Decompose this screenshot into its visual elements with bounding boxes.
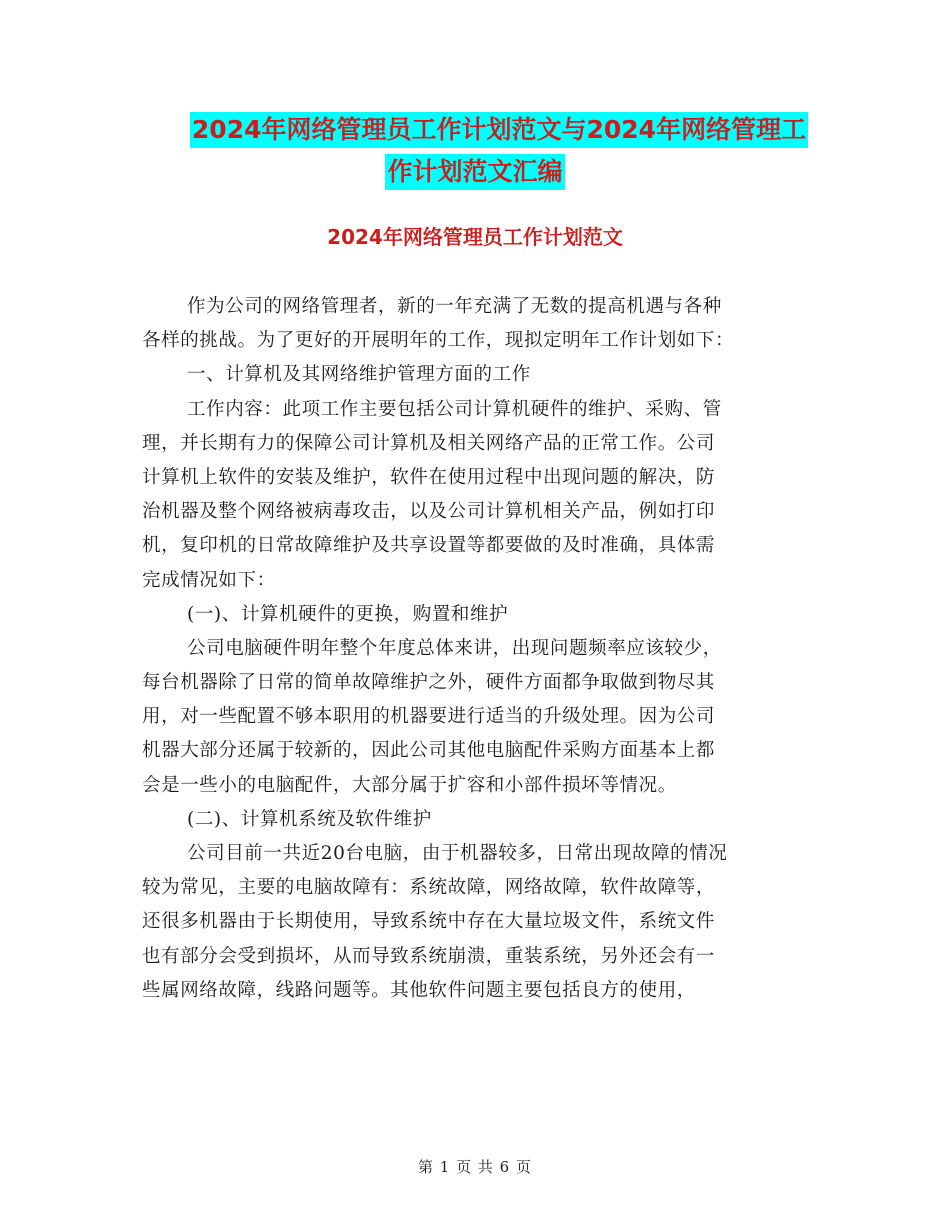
paragraph-line: 用，对一些配置不够本职用的机器要进行适当的升级处理。因为公司 — [142, 706, 716, 728]
paragraph-line: 较为常见，主要的电脑故障有：系统故障，网络故障，软件故障等， — [142, 877, 716, 899]
paragraph-line: 作为公司的网络管理者，新的一年充满了无数的提高机遇与各种 — [187, 296, 722, 317]
paragraph-line: 计算机上软件的安装及维护，软件在使用过程中出现问题的解决，防 — [142, 466, 716, 488]
body-text — [142, 290, 807, 1008]
paragraph-line: 各样的挑战。为了更好的开展明年的工作，现拟定明年工作计划如下： — [142, 330, 735, 352]
paragraph-line: 还很多机器由于长期使用，导致系统中存在大量垃圾文件，系统文件 — [142, 911, 716, 933]
paragraph-line: 些属网络故障，线路问题等。其他软件问题主要包括良方的使用， — [142, 979, 696, 1001]
title-line-1: 2024年网络管理员工作计划范文与2024年网络管理工 — [190, 112, 808, 148]
paragraph-line: (二)、计算机系统及软件维护 — [187, 808, 432, 830]
section-heading: 2024年网络管理员工作计划范文 — [327, 225, 623, 249]
page-number: 第 1 页 共 6 页 — [418, 1158, 532, 1176]
paragraph-line: 治机器及整个网络被病毒攻击，以及公司计算机相关产品，例如打印 — [142, 501, 716, 523]
paragraph-line: 完成情况如下： — [142, 569, 276, 591]
paragraph-line: 工作内容：此项工作主要包括公司计算机硬件的维护、采购、管 — [187, 398, 722, 420]
paragraph-line: 公司目前一共近20台电脑，由于机器较多，日常出现故障的情况 — [187, 843, 728, 864]
paragraph-line: 也有部分会受到损坏，从而导致系统崩溃，重装系统，另外还会有一 — [142, 945, 716, 967]
title-line-2: 作计划范文汇编 — [385, 154, 564, 190]
paragraph-line: 机器大部分还属于较新的，因此公司其他电脑配件采购方面基本上都 — [142, 740, 716, 762]
document-title — [0, 112, 950, 190]
paragraph-line: 机，复印机的日常故障维护及共享设置等都要做的及时准确，具体需 — [142, 535, 716, 557]
paragraph-line: 公司电脑硬件明年整个年度总体来讲，出现问题频率应该较少， — [187, 637, 722, 659]
paragraph-line: 会是一些小的电脑配件，大部分属于扩容和小部件损坏等情况。 — [142, 774, 677, 796]
paragraph-line: 理，并长期有力的保障公司计算机及相关网络产品的正常工作。公司 — [142, 432, 716, 454]
paragraph-line: 一、计算机及其网络维护管理方面的工作 — [187, 364, 531, 386]
paragraph-line: 每台机器除了日常的简单故障维护之外，硬件方面都争取做到物尽其 — [142, 672, 716, 694]
paragraph-line: (一)、计算机硬件的更换，购置和维护 — [187, 603, 509, 625]
